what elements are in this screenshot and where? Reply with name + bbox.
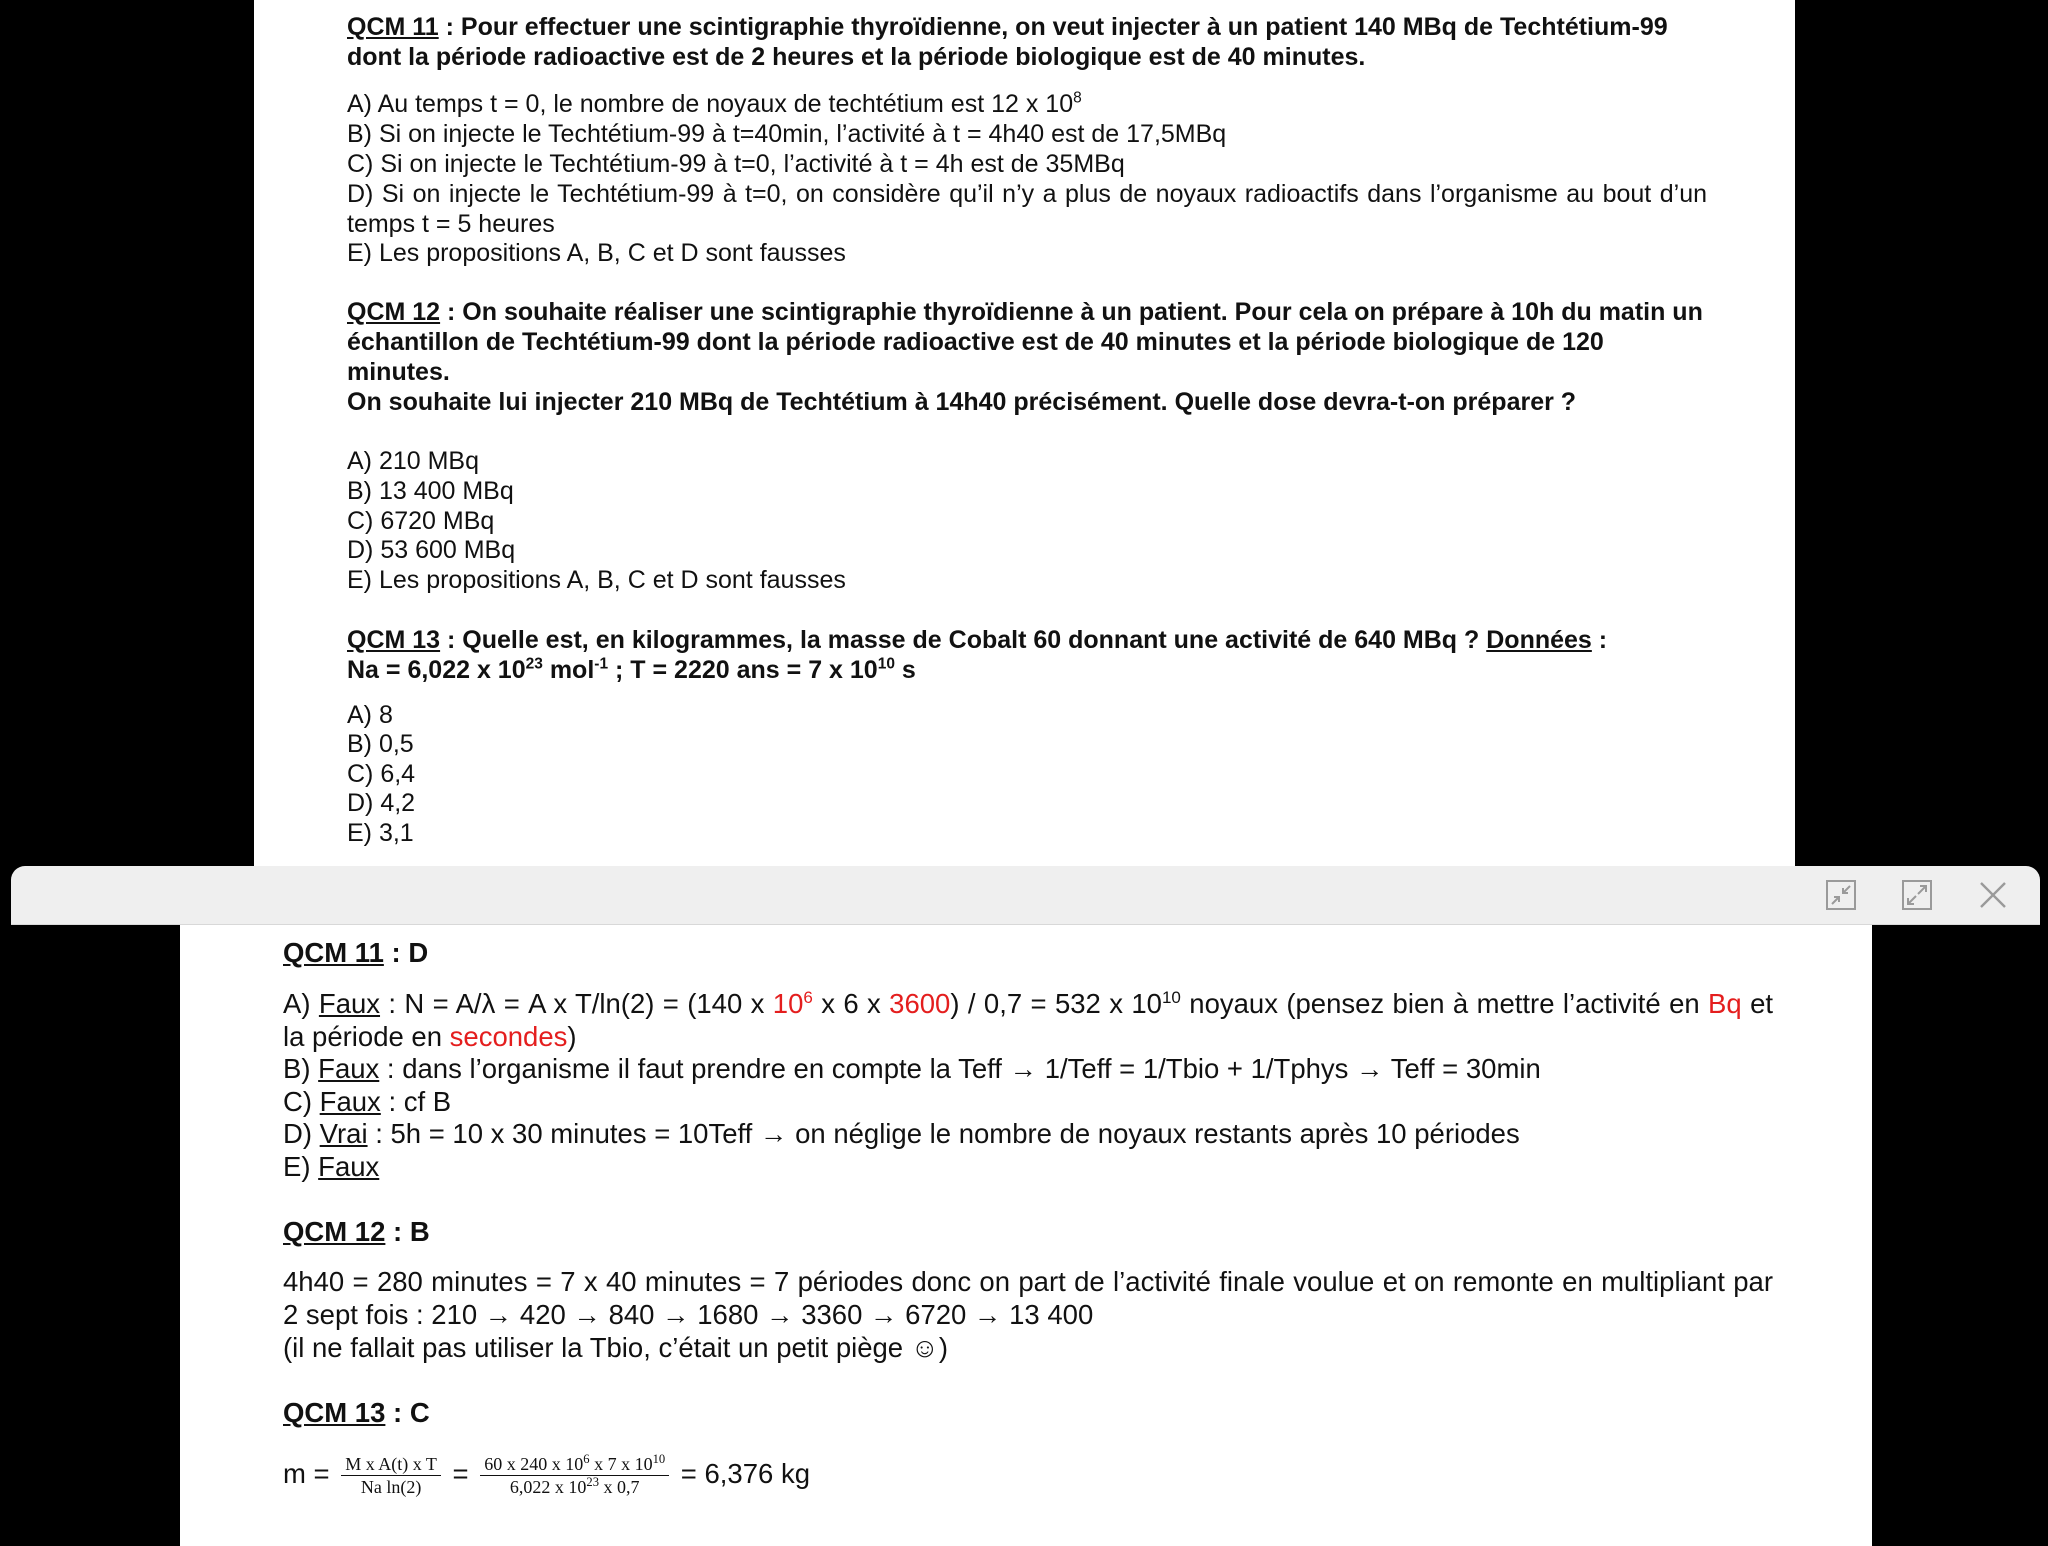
correction-qcm11-d: D) Vrai : 5h = 10 x 30 minutes = 10Teff → on néglige le nombre de noyaux restants après 10 périodes: [283, 1118, 1520, 1149]
qcm11-question: [347, 12, 1703, 72]
minimize-icon[interactable]: [1824, 878, 1858, 912]
qcm11-statement: : Pour effectuer une scintigraphie thyroïdienne, on veut injecter à un patient 140 MBq de Techtétium-99 dont la période radioactive est de 2 heures et la période biologique est de 40 minutes.: [347, 13, 1668, 71]
qcm12-option-c: C) 6720 MBq: [347, 507, 495, 535]
qcm13-option-b: B) 0,5: [347, 730, 414, 758]
qcm13-option-c: C) 6,4: [347, 760, 416, 788]
correction-qcm11-e: E) Faux: [283, 1151, 380, 1182]
correction-qcm12-note: (il ne fallait pas utiliser la Tbio, c’était un petit piège ☺): [283, 1332, 948, 1363]
correction-qcm13-formula: m = $\frac{\text{M x A(t) x T}}{\text{Na ln(2)}}$ = $\frac{60 x 240 x 10^6 x 7 x 10^{10}}{6,022 x 10^{23} x 0,7}$ = 6,376 kg: [283, 1452, 810, 1498]
qcm13-data: Na = 6,022 x $10^{23}$ mol$^{-1}$ ; T = 2220 ans = 7 x $10^{10}$ s: [347, 655, 916, 684]
qcm12-option-d: D) 53 600 MBq: [347, 536, 516, 564]
qcm12-question: [347, 297, 1703, 387]
qcm13-label: QCM 13: [347, 626, 441, 654]
formula-fraction-numeric: $\frac{60 x 240 x 10^6 x 7 x 10^{10}}{6,022 x 10^{23} x 0,7}$: [480, 1453, 669, 1498]
correction-qcm11-a: A) Faux : N = A/λ = A x T/ln(2) = (140 x $10^6$ x 6 x 3600) / 0,7 = 532 x $10^{10}$ noyaux (pensez bien à mettre l’activité en Bq et la période en secondes): [283, 987, 1773, 1052]
correction-qcm13-heading: QCM 13 : C: [283, 1397, 430, 1428]
qcm11-option-d: D) Si on injecte le Techtétium-99 à t=0, on considère qu’il n’y a plus de noyaux radioactifs dans l’organisme au bout d’un temps t = 5 heures: [347, 180, 1707, 238]
qcm11-label: QCM 11: [347, 13, 439, 41]
qcm12-option-e: E) Les propositions A, B, C et D sont fausses: [347, 566, 846, 594]
qcm13-option-d: D) 4,2: [347, 789, 416, 817]
qcm12-option-b: B) 13 400 MBq: [347, 477, 514, 505]
qcm12-option-a: A) 210 MBq: [347, 447, 480, 475]
qcm12-statement: : On souhaite réaliser une scintigraphie thyroïdienne à un patient. Pour cela on prépare à 10h du matin un échantillon de Techtétium-99 dont la période radioactive est de 40 minutes et la période biologique de 120 minutes.: [347, 298, 1703, 386]
qcm11-option-c: C) Si on injecte le Techtétium-99 à t=0, l’activité à t = 4h est de 35MBq: [347, 150, 1125, 178]
correction-qcm12-text: 4h40 = 280 minutes = 7 x 40 minutes = 7 périodes donc on part de l’activité finale voulue et on remonte en multipliant par 2 sept fois : 210 → 420 → 840 → 1680 → 3360 → 6720 → 13 400: [283, 1266, 1773, 1330]
formula-fraction-symbolic: $\frac{\text{M x A(t) x T}}{\text{Na ln(2)}}$: [341, 1453, 441, 1498]
correction-qcm11-c: C) Faux : cf B: [283, 1086, 452, 1117]
formula-result: = 6,376 kg: [673, 1458, 810, 1489]
qcm13-option-a: A) 8: [347, 701, 393, 729]
qcm11-option-e: E) Les propositions A, B, C et D sont fausses: [347, 239, 846, 267]
qcm12-statement-2: On souhaite lui injecter 210 MBq de Techtétium à 14h40 précisément. Quelle dose devra-t-on préparer ?: [347, 388, 1577, 416]
close-icon[interactable]: [1976, 878, 2010, 912]
correction-qcm12-heading: QCM 12 : B: [283, 1216, 430, 1247]
maximize-icon[interactable]: [1900, 878, 1934, 912]
correction-qcm11-b: B) Faux : dans l’organisme il faut prendre en compte la Teff → 1/Teff = 1/Tbio + 1/Tphys → Teff = 30min: [283, 1053, 1541, 1084]
qcm11-option-a: A) Au temps t = 0, le nombre de noyaux de techtétium est 12 x $10^8$: [347, 89, 1082, 118]
qcm13-question: QCM 13 : Quelle est, en kilogrammes, la masse de Cobalt 60 donnant une activité de 640 MBq ? Données : Na = 6,022 x $10^{23}$ mol$^{-1}$ ; T = 2220 ans = 7 x $10^{10}$ s: [347, 626, 1608, 684]
qcm12-label: QCM 12: [347, 298, 441, 326]
correction-qcm11-heading: QCM 11 : D: [283, 937, 429, 968]
qcm11-option-b: B) Si on injecte le Techtétium-99 à t=40min, l’activité à t = 4h40 est de 17,5MBq: [347, 120, 1227, 148]
window-title-bar[interactable]: [11, 866, 2040, 925]
qcm13-option-e: E) 3,1: [347, 819, 414, 847]
